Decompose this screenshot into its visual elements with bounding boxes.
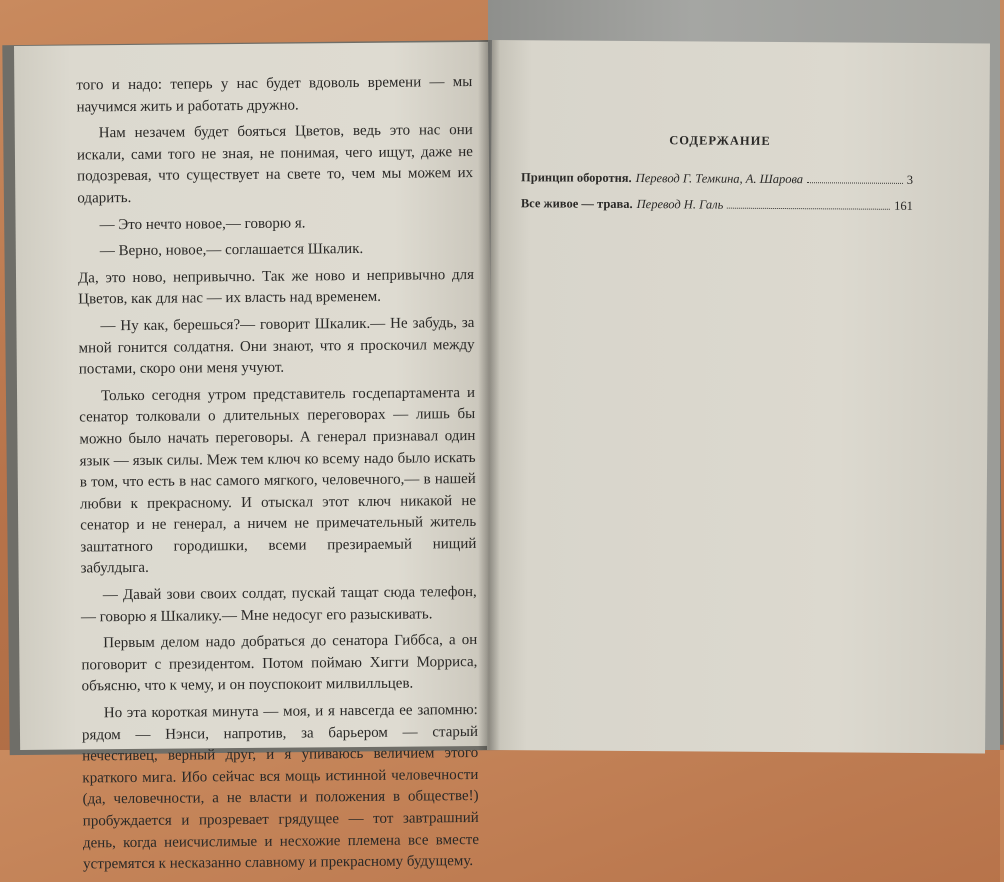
paragraph: Только сегодня утром представитель госдепартамента и сенатор толковали о длительных переговорах — лишь бы можно было начать переговоры. А генерал признавал один язык — язык силы. Меж тем ключ ко всему надо было искать в том, что есть в нас самого мягкого, человечного,— в нашей любви к прекрасному. И отыскал этот ключ никакой не сенатор и не генерал, а ничем не примечательный житель заштатного городишки, всеми презираемый нищий забулдыга. [79,384,477,577]
left-page-text [76,72,479,881]
toc-entry-page: 161 [894,198,913,213]
paragraph: — Ну как, берешься?— говорит Шкалик.— Не забудь, за мной гонится солдатня. Они знают, что я проскочил между постами, скоро они меня учуют. [78,314,475,378]
toc-entry-page: 3 [906,172,914,187]
toc-entry [521,196,913,214]
toc-leader-dots [727,208,890,210]
left-page [14,42,494,873]
paragraph: — Это нечто новое,— говорю я. [99,215,306,233]
toc-entry-title: Все живое — трава. [520,196,633,211]
toc-heading: СОДЕРЖАНИЕ [669,133,771,148]
paragraph: того и надо: теперь у нас будет вдоволь времени — мы научимся жить и работать дружно. [76,74,473,116]
paragraph: Нам незачем будет бояться Цветов, ведь это нас они искали, сами того не зная, не понимая, чего ищут, даже не подозревая, что существует на свете то, чем мы можем их одарить. [76,122,474,207]
toc-list [521,170,913,225]
paragraph: Но эта короткая минута — моя, и я навсегда ее запомню: рядом — Нэнси, напротив, за барьером — старый нечестивец, верный друг, и я упиваюсь величием этого краткого мига. Ибо сейчас вся мощь истинной человечности (да, человечности, а не власти и положения в обществе!) пробуждается и прозревает грядущее — тот завтрашний день, когда неисчислимые и несхожие племена все вместе устремятся к несказанно славному и прекрасному будущему. [81,702,480,873]
right-page [487,40,990,753]
toc-leader-dots [807,182,903,184]
toc-entry-title: Принцип оборотня. [520,170,632,185]
toc-entry-translator: Перевод Н. Галь [636,197,724,212]
book-gutter [478,40,500,750]
toc-entry [521,170,913,188]
paragraph: Да, это ново, непривычно. Так же ново и непривычно для Цветов, как для нас — их власть над временем. [77,266,475,308]
paragraph: — Верно, новое,— соглашается Шкалик. [99,241,364,260]
paragraph: — Давай зови своих солдат, пускай тащат сюда телефон,— говорю я Шкалику.— Мне недосуг его разыскивать. [80,584,477,626]
toc-entry-translator: Перевод Г. Темкина, А. Шарова [635,171,804,187]
paragraph: Первым делом надо добраться до сенатора Гиббса, а он поговорит с президентом. Потом поймаю Хигги Морриса, объясню, что к чему, и он поуспокоит милвилльцев. [81,632,478,695]
